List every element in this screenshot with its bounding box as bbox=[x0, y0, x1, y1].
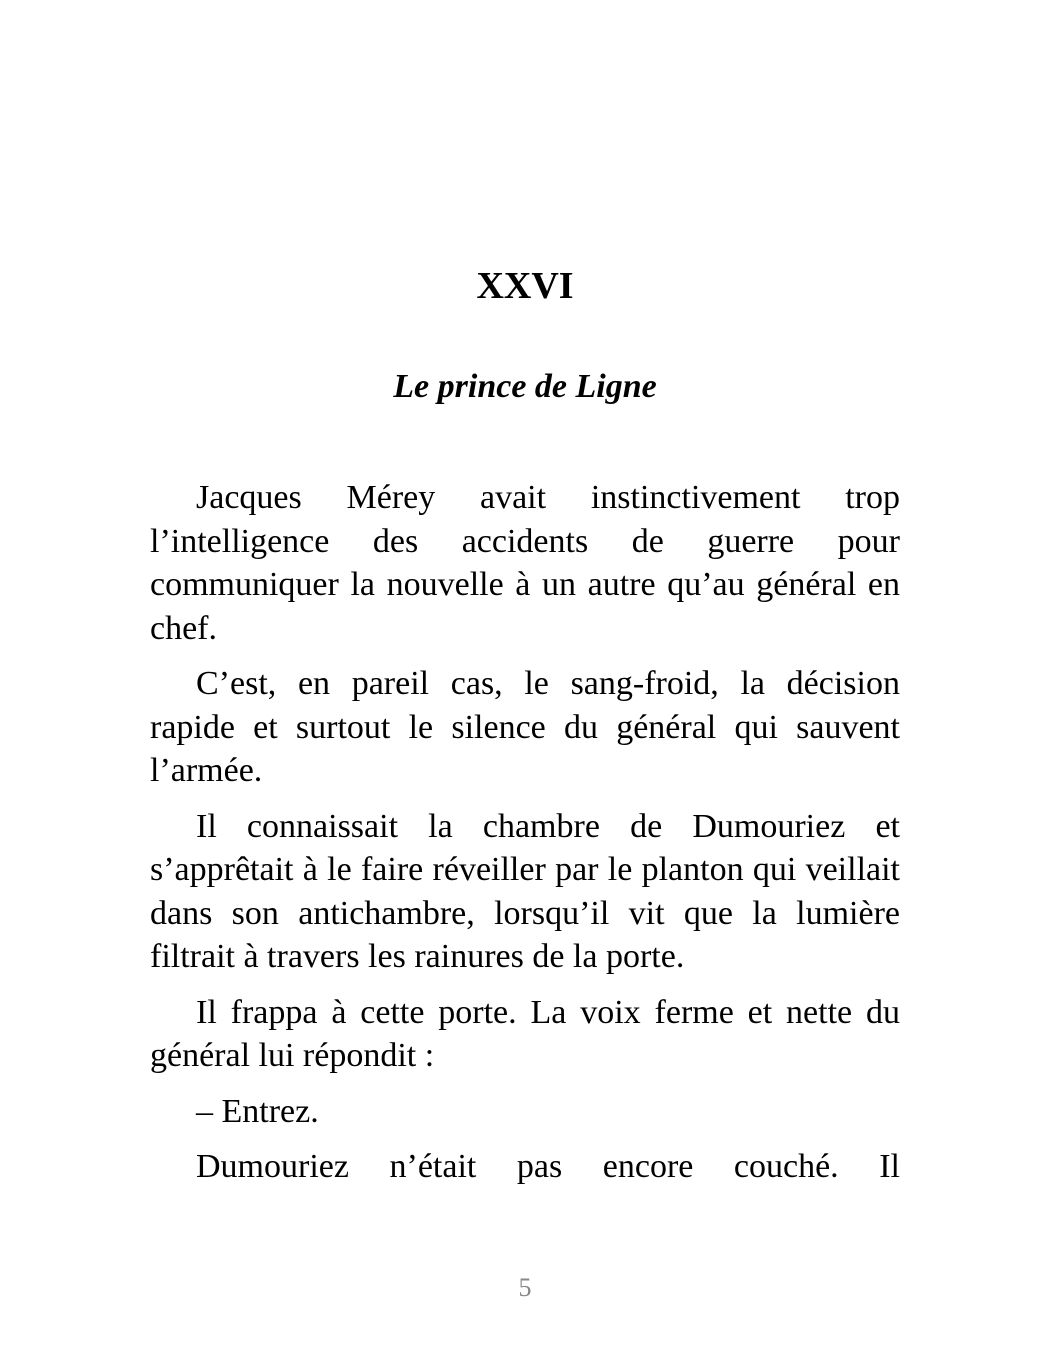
paragraph: Il frappa à cette porte. La voix ferme et nette du général lui répondit : bbox=[150, 993, 900, 1074]
chapter-title: Le prince de Ligne bbox=[393, 368, 657, 405]
paragraph: Jacques Mérey avait instinctivement trop l’intelligence des accidents de guerre pour communiquer la nouvelle à un autre qu’au général en chef. bbox=[150, 479, 900, 647]
page-number: 5 bbox=[518, 1273, 532, 1302]
paragraph: Il connaissait la chambre de Dumouriez et s’apprêtait à le faire réveiller par le planton qui veillait dans son antichambre, lorsqu’il vit que la lumière filtrait à travers les rainures de la porte. bbox=[150, 807, 900, 975]
paragraph: C’est, en pareil cas, le sang-froid, la décision rapide et surtout le silence du général qui sauvent l’armée. bbox=[150, 665, 900, 789]
body-text bbox=[150, 476, 900, 1196]
chapter-number: XXVI bbox=[476, 265, 574, 307]
paragraph: Dumouriez n’était pas encore couché. Il bbox=[196, 1148, 900, 1185]
paragraph: – Entrez. bbox=[196, 1092, 319, 1130]
